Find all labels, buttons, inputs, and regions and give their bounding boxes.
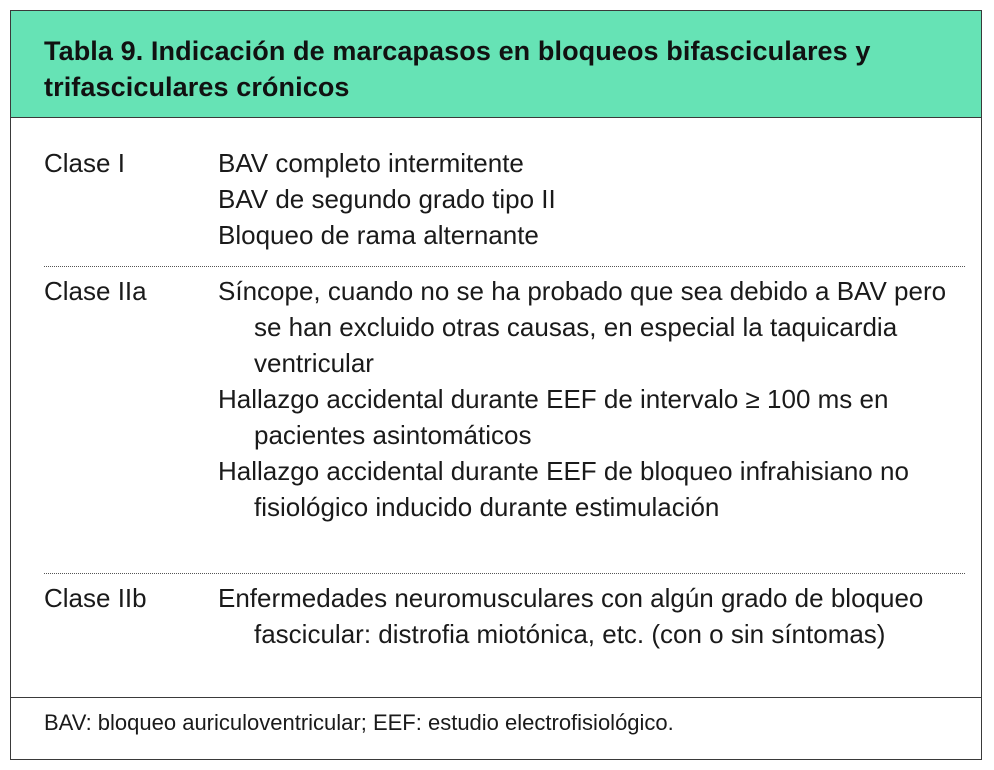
row-item: Síncope, cuando no se ha probado que sea debido a BAV pero se han excluido otras causas, en especial la taquicardia ventricular [218, 276, 947, 378]
row-items [218, 580, 961, 652]
row-label: Clase IIa [44, 276, 147, 306]
row-item: Bloqueo de rama alternante [218, 220, 539, 250]
table-frame [10, 10, 982, 760]
table-header [11, 11, 981, 118]
row-item: Enfermedades neuromusculares con algún grado de bloqueo fascicular: distrofia miotónica, etc. (con o sin síntomas) [218, 583, 924, 649]
table-footnote: BAV: bloqueo auriculoventricular; EEF: estudio electrofisiológico. [44, 710, 674, 735]
row-item: Hallazgo accidental durante EEF de intervalo ≥ 100 ms en pacientes asintomáticos [218, 384, 889, 450]
row-item: BAV completo intermitente [218, 148, 524, 178]
row-separator [44, 266, 965, 267]
row-label: Clase IIb [44, 583, 147, 613]
row-item: BAV de segundo grado tipo II [218, 184, 556, 214]
row-separator [44, 573, 965, 574]
table-title: Tabla 9. Indicación de marcapasos en bloqueos bifasciculares y trifasciculares crónicos [44, 36, 871, 102]
row-label: Clase I [44, 148, 125, 178]
row-items [218, 145, 961, 253]
row-items [218, 273, 961, 525]
footer-divider [11, 697, 981, 698]
row-item: Hallazgo accidental durante EEF de bloqueo infrahisiano no fisiológico inducido durante estimulación [218, 456, 909, 522]
